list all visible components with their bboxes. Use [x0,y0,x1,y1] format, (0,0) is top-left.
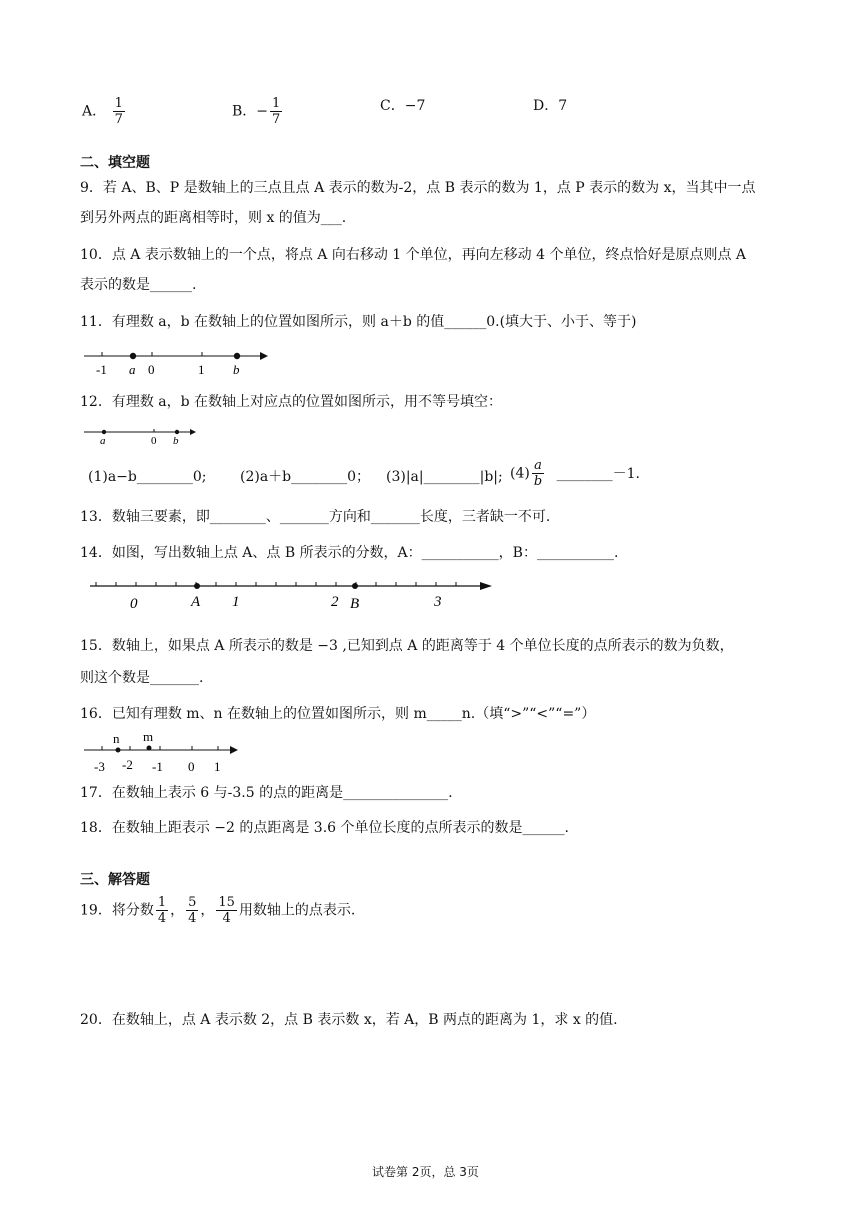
point-label-n: n [113,731,120,746]
question-12: 12．有理数 a，b 在数轴上对应点的位置如图所示，用不等号填空： [80,394,503,410]
number-line-q16 [80,730,250,776]
axis-label-A: A [191,594,201,610]
question-12-part4: (4) $\frac{a}{b}$ ________－1. [510,458,640,489]
page-footer: 试卷第 2页，总 3页 [372,1165,479,1179]
question-10-line2: 表示的数是______. [80,277,197,293]
axis-label-neg3: -3 [94,759,105,774]
option-b: B．− $\frac{1}{7}$ [232,96,281,127]
axis-label-0: 0 [130,596,138,612]
fraction: $\frac{1}{4}$ [157,895,167,926]
axis-label-neg1: -1 [96,362,107,377]
axis-label-1: 1 [198,362,205,377]
option-a: A． $\frac{1}{7}$ [82,96,123,127]
question-20: 20．在数轴上，点 A 表示数 2，点 B 表示数 x，若 A，B 两点的距离为 1，求 x 的值. [80,1012,618,1028]
question-18: 18．在数轴上距表示 −2 的点距离是 3.6 个单位长度的点所表示的数是______. [80,820,569,836]
question-15-line1: 15．数轴上，如果点 A 所表示的数是 −3 ,已知到点 A 的距离等于 4 个单位长度的点所表示的数为负数， [80,638,734,654]
fraction: $\frac{1}{7}$ [272,96,281,127]
point-label-m: m [143,730,154,744]
axis-label-b: b [173,435,179,446]
axis-label-neg1: -1 [152,759,163,774]
question-9-line2: 到另外两点的距离相等时，则 x 的值为___. [80,210,347,226]
axis-label-1: 1 [214,759,221,774]
section-title: 二、填空题 [80,155,150,171]
question-13: 13．数轴三要素，即________、_______方向和_______长度，三者缺一不可. [80,509,551,525]
question-11: 11．有理数 a，b 在数轴上的位置如图所示，则 a＋b 的值______0.(填大于、小于、等于) [80,314,637,330]
axis-label-0: 0 [188,759,195,774]
question-10-line1: 10．点 A 表示数轴上的一个点，将点 A 向右移动 1 个单位，再向左移动 4 个单位，终点恰好是原点则点 A [80,247,747,263]
question-9-line1: 9．若 A、B、P 是数轴上的三点且点 A 表示的数为-2，点 B 表示的数为 1，点 P 表示的数为 x，当其中一点 [80,180,756,196]
question-16: 16．已知有理数 m、n 在数轴上的位置如图所示，则 m_____n.（填“>”“<”“=”） [80,706,596,722]
number-line-q14 [88,576,498,612]
section-title: 三、解答题 [80,872,150,888]
axis-label-3: 3 [434,594,442,610]
question-12-part3: (3)|a|________|b|; [386,469,503,485]
number-line-q11 [80,344,280,378]
fraction: $\frac{5}{4}$ [188,895,197,926]
question-19: 19．将分数 $\frac{1}{4}$ ， $\frac{5}{4}$ ， $\frac{15}{4}$ 用数轴上的点表示. [80,895,356,926]
axis-label-0: 0 [151,435,157,446]
axis-label-1: 1 [232,594,240,610]
question-12-part2: (2)a＋b________0； [240,469,371,485]
fraction: $\frac{15}{4}$ [218,895,235,926]
option-c: C．−7 [380,98,426,114]
axis-label-0: 0 [148,362,155,377]
axis-label-a: a [129,362,136,377]
question-12-part1: (1)a−b________0; [88,469,207,485]
question-15-line2: 则这个数是_______. [80,670,204,686]
option-d: D．7 [533,98,568,114]
question-17: 17．在数轴上表示 6 与-3.5 的点的距离是_______________. [80,785,453,801]
number-line-q12 [80,424,210,446]
question-14: 14．如图，写出数轴上点 A、点 B 所表示的分数，A：___________，B：___________. [80,545,619,561]
axis-label-a: a [100,435,106,446]
axis-label-b: b [233,362,240,377]
fraction: $\frac{1}{7}$ [114,96,123,127]
axis-label-B: B [350,596,360,612]
fraction: $\frac{a}{b}$ [533,458,543,489]
axis-label-neg2: -2 [122,757,133,772]
axis-label-2: 2 [331,594,339,610]
